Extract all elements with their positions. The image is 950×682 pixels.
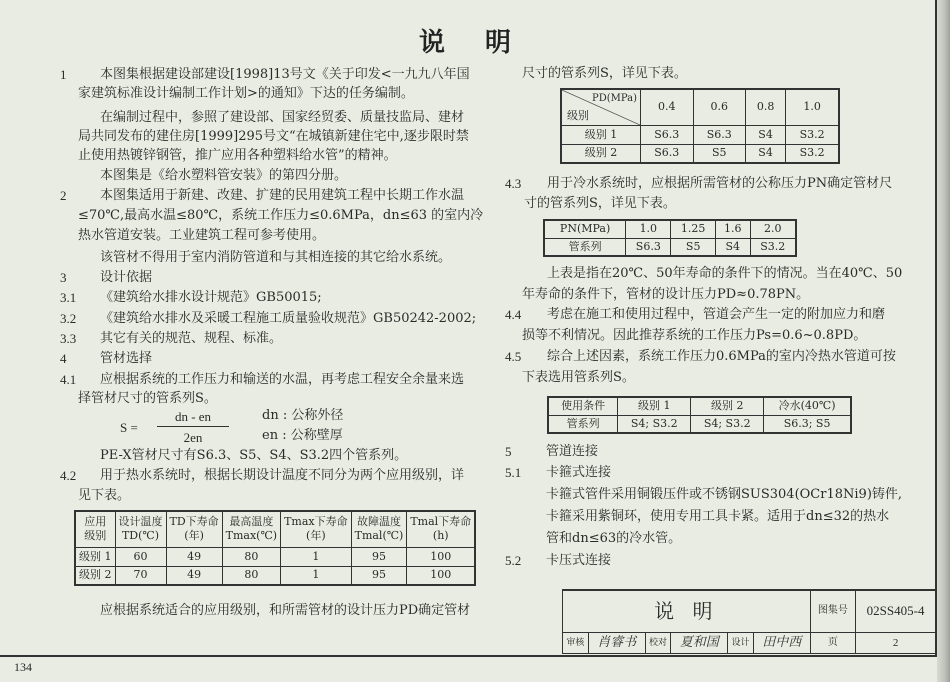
text-line: 应根据系统的工作压力和输送的水温，再考虑工程安全余量来选 <box>100 372 465 387</box>
table-header: 0.6 <box>693 89 746 125</box>
table-header: 故障温度 Tmal(℃) <box>351 511 407 547</box>
table-row <box>544 220 796 238</box>
table-cell: 2.0 <box>750 220 796 238</box>
table-cell: 级别 1 <box>561 125 641 144</box>
text-line: 该管材不得用于室内消防管道和与其相连接的其它给水系统。 <box>100 250 452 265</box>
table-cell: 级别 2 <box>75 566 115 585</box>
table-cell: S3.2 <box>750 238 796 256</box>
text-line: 用于热水系统时，根据长期设计温度不同分为两个应用级别，详 <box>100 468 465 483</box>
text-line: 损等不利情况。因此推荐系统的工作压力Ps=0.6~0.8PD。 <box>522 328 867 343</box>
review-signature: 肖睿书 <box>588 632 645 653</box>
atlas-number-label: 图集号 <box>810 590 856 632</box>
text-line: 卡箍采用紫铜环，使用专用工具卡紧。适用于dn≤32的热水 <box>546 509 890 524</box>
text-line: 管和dn≤63的冷水管。 <box>546 531 682 546</box>
section-number: 3 <box>60 270 67 285</box>
text-line: 在编制过程中，参照了建设部、国家经贸委、质量技监局、建材 <box>100 110 465 125</box>
table-cell: S4 <box>715 238 750 256</box>
text-line: 家建筑标准设计编制工作计划>的通知》下达的任务编制。 <box>78 86 414 101</box>
section-number: 4.1 <box>60 372 77 387</box>
table-cell: S5 <box>693 144 746 163</box>
table-header: 0.8 <box>746 89 786 125</box>
text-line: ≤70℃,最高水温≤80℃，系统工作压力≤0.6MPa，dn≤63 的室内冷 <box>78 208 484 223</box>
table-cell: 使用条件 <box>548 397 618 415</box>
table-header-row <box>561 89 839 125</box>
section-number: 5.1 <box>505 465 522 480</box>
table-cell: 管系列 <box>544 238 626 256</box>
table-cell: PN(MPa) <box>544 220 626 238</box>
table-cell: 冷水(40℃) <box>764 397 851 415</box>
table-cell: 级别 1 <box>618 397 691 415</box>
table-header: 设计温度 TD(℃) <box>115 511 166 547</box>
table-row <box>561 144 839 163</box>
section-number: 3.2 <box>60 311 77 326</box>
text-line: 卡箍式管件采用铜锻压件或不锈钢SUS304(OCr18Ni9)铸件, <box>546 487 903 502</box>
table-cell: S6.3 <box>693 125 746 144</box>
section-number: 2 <box>60 188 67 203</box>
check-label: 校对 <box>645 632 671 653</box>
table-cell: 管系列 <box>548 415 618 433</box>
design-signature: 田中西 <box>753 632 810 653</box>
table-cell: 70 <box>115 566 166 585</box>
table-cell: 80 <box>222 566 280 585</box>
table-cell: 1 <box>281 547 352 566</box>
text-line: 用于冷水系统时，应根据所需管材的公称压力PN确定管材尺 <box>547 176 893 191</box>
section-number: 4.4 <box>505 307 522 322</box>
section-number: 4.3 <box>505 176 522 191</box>
text-line: 上表是指在20℃、50年寿命的条件下的情况。当在40℃、50 <box>547 266 903 281</box>
table-corner-cell: PD(MPa) 级别 <box>561 89 641 125</box>
text-line: PE-X管材尺寸有S6.3、S5、S4、S3.2四个管系列。 <box>100 448 408 463</box>
table-cell: S4; S3.2 <box>618 415 691 433</box>
table-header: 应用 级别 <box>75 511 115 547</box>
section-heading: 设计依据 <box>100 270 153 285</box>
table-row <box>544 238 796 256</box>
table-row <box>561 125 839 144</box>
table-cell: S6.3 <box>641 144 694 163</box>
text-line: 择管材尺寸的管系列S。 <box>78 391 217 406</box>
text-line: 年寿命的条件下，管材的设计压力PD≈0.78PN。 <box>522 287 810 302</box>
text-line: 《建筑给水排水设计规范》GB50015; <box>100 290 322 305</box>
page-label: 页 <box>810 632 856 653</box>
table-header: 1.0 <box>786 89 839 125</box>
section-heading: 卡箍式连接 <box>546 465 612 480</box>
table-cell: 1.0 <box>626 220 671 238</box>
table-cell: S4 <box>746 125 786 144</box>
section-number: 4 <box>60 351 67 366</box>
text-line: 本图集根据建设部建设[1998]13号文《关于印发<一九九八年国 <box>100 67 470 82</box>
table-cell: 1.25 <box>671 220 715 238</box>
table-row <box>548 397 851 415</box>
table-cell: 1.6 <box>715 220 750 238</box>
text-line: 考虑在施工和使用过程中，管道会产生一定的附加应力和磨 <box>547 307 886 322</box>
section-number: 5 <box>505 444 512 459</box>
section-heading: 管道连接 <box>546 444 599 459</box>
frame-border-bottom <box>0 655 937 657</box>
table-header: TD下寿命 (年) <box>166 511 222 547</box>
text-line: 下表选用管系列S。 <box>522 370 635 385</box>
drawing-title: 说 明 <box>563 590 811 632</box>
table-row <box>548 415 851 433</box>
table-header-row <box>75 511 475 547</box>
section-number: 1 <box>60 67 67 82</box>
table-header: Tmax下寿命 (年) <box>281 511 352 547</box>
design-label: 设计 <box>728 632 754 653</box>
formula-denominator: 2en <box>183 430 203 445</box>
formula-numerator: dn - en <box>157 408 229 427</box>
text-line: 尺寸的管系列S，详见下表。 <box>522 66 687 81</box>
section-heading: 卡压式连接 <box>546 553 612 568</box>
formula-definition: en : 公称壁厚 <box>262 428 343 443</box>
text-line: 应根据系统适合的应用级别，和所需管材的设计压力PD确定管材 <box>100 603 471 618</box>
recommended-series-table <box>547 396 852 434</box>
table-cell: S4; S3.2 <box>691 415 764 433</box>
page-title: 说明 <box>418 28 551 58</box>
text-line: 本图集是《给水塑料管安装》的第四分册。 <box>100 168 348 183</box>
table-cell: S4 <box>746 144 786 163</box>
table-cell: S6.3 <box>626 238 671 256</box>
text-line: 止使用热镀锌钢管，推广应用各种塑料给水管”的精神。 <box>78 148 397 163</box>
title-block-row <box>563 590 936 632</box>
table-header: Tmal下寿命 (h) <box>407 511 475 547</box>
table-cell: 100 <box>407 566 475 585</box>
text-line: 《建筑给水排水及采暖工程施工质量验收规范》GB50242-2002; <box>100 311 477 326</box>
table-cell: 95 <box>351 547 407 566</box>
check-signature: 夏和国 <box>671 632 728 653</box>
text-line: 见下表。 <box>78 488 131 503</box>
table-cell: 80 <box>222 547 280 566</box>
section-number: 5.2 <box>505 553 522 568</box>
text-line: 局共同发布的建住房[1999]295号文“在城镇新建住宅中,逐步限时禁 <box>78 129 469 144</box>
section-number: 4.5 <box>505 349 522 364</box>
frame-border-right <box>935 0 937 656</box>
table-cell: 100 <box>407 547 475 566</box>
table-cell: S6.3 <box>641 125 694 144</box>
title-block <box>562 589 936 654</box>
text-line: 寸的管系列S，详见下表。 <box>524 196 676 211</box>
review-label: 审核 <box>563 632 589 653</box>
title-block-row <box>563 632 936 653</box>
pipe-series-hot-table <box>560 88 840 164</box>
text-line: 综合上述因素，系统工作压力0.6MPa的室内冷热水管道可按 <box>547 349 896 364</box>
table-cell: 级别 1 <box>75 547 115 566</box>
section-number: 3.3 <box>60 331 77 346</box>
text-line: 热水管道安装。工业建筑工程可参考使用。 <box>78 228 326 243</box>
table-cell: S6.3; S5 <box>764 415 851 433</box>
sheet-page-number: 2 <box>856 632 936 653</box>
table-cell: 49 <box>166 547 222 566</box>
pipe-series-cold-table <box>543 219 797 257</box>
table-cell: 级别 2 <box>561 144 641 163</box>
application-level-table <box>74 510 476 586</box>
text-line: 其它有关的规范、规程、标准。 <box>100 331 283 346</box>
page-number: 134 <box>14 660 32 674</box>
atlas-number: 02SS405-4 <box>856 590 936 632</box>
table-cell: S5 <box>671 238 715 256</box>
table-header: 最高温度 Tmax(℃) <box>222 511 280 547</box>
table-cell: 49 <box>166 566 222 585</box>
page-binding-edge <box>937 0 950 682</box>
table-cell: 1 <box>281 566 352 585</box>
text-line: 本图集适用于新建、改建、扩建的民用建筑工程中长期工作水温 <box>100 188 465 203</box>
section-number: 4.2 <box>60 468 77 483</box>
table-header: 0.4 <box>641 89 694 125</box>
table-row <box>75 547 475 566</box>
section-number: 3.1 <box>60 290 77 305</box>
table-cell: S3.2 <box>786 125 839 144</box>
formula-lhs: S = <box>120 420 138 435</box>
section-heading: 管材选择 <box>100 351 153 366</box>
formula-definition: dn : 公称外径 <box>262 408 344 423</box>
table-cell: 级别 2 <box>691 397 764 415</box>
table-row <box>75 566 475 585</box>
table-cell: 60 <box>115 547 166 566</box>
table-cell: 95 <box>351 566 407 585</box>
table-cell: S3.2 <box>786 144 839 163</box>
